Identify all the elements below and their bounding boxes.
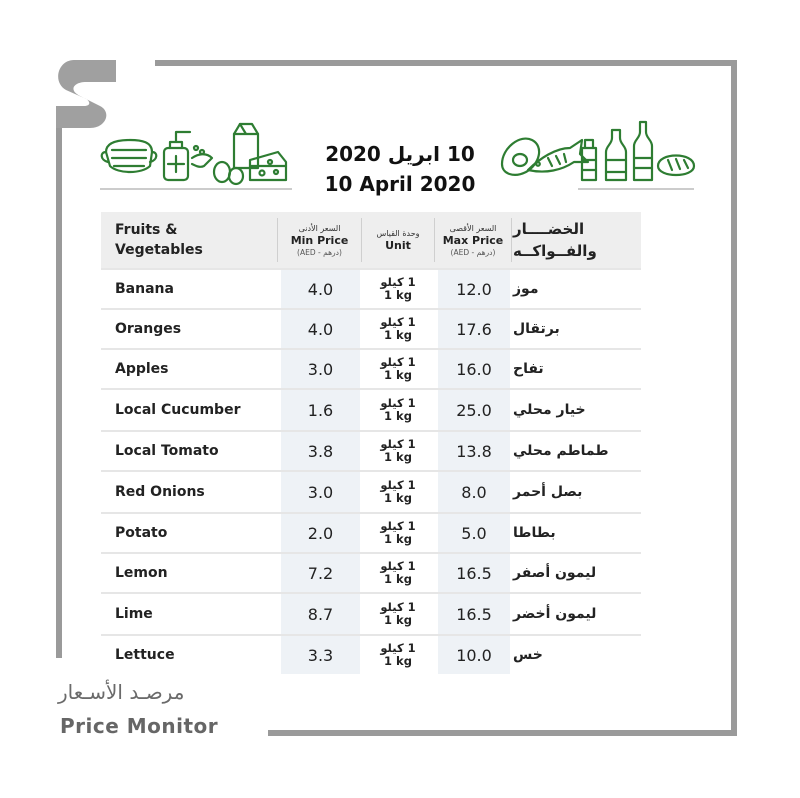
row-unit xyxy=(363,270,433,308)
row-unit xyxy=(363,636,433,674)
row-unit-en: 1 kg xyxy=(384,450,412,464)
row-unit-ar: 1 كيلو xyxy=(380,559,416,573)
header-min-price xyxy=(279,212,360,268)
row-unit-ar: 1 كيلو xyxy=(380,600,416,614)
row-unit-ar: 1 كيلو xyxy=(380,315,416,329)
row-name-en: Lettuce xyxy=(115,647,175,663)
row-unit-ar: 1 كيلو xyxy=(380,396,416,410)
header-name-ar-line1: الخضــــار xyxy=(513,220,585,238)
row-unit-ar: 1 كيلو xyxy=(380,275,416,289)
row-unit-en: 1 kg xyxy=(384,368,412,382)
row-name-ar: تفاح xyxy=(513,361,544,377)
row-name-en: Apples xyxy=(115,361,169,377)
row-min-price: 2.0 xyxy=(279,514,360,552)
header-max-price xyxy=(436,212,510,268)
header-min-unit: (درهم - AED) xyxy=(297,247,342,257)
row-name-ar: برتقال xyxy=(513,321,560,337)
header-max-unit: (درهم - AED) xyxy=(450,247,496,257)
row-name-ar: خيار محلي xyxy=(513,402,586,418)
row-min-price: 1.6 xyxy=(279,390,360,430)
row-min-price: 7.2 xyxy=(279,554,360,592)
row-name-ar: بصل أحمر xyxy=(513,484,583,500)
row-name-en: Oranges xyxy=(115,321,182,337)
header-unit-en: Unit xyxy=(385,238,411,252)
table-header xyxy=(101,212,641,268)
row-unit-en: 1 kg xyxy=(384,532,412,546)
row-max-price: 17.6 xyxy=(436,310,510,348)
table-row xyxy=(101,592,641,634)
date-english: 10 April 2020 xyxy=(324,172,476,196)
row-min-price: 8.7 xyxy=(279,594,360,634)
row-unit-en: 1 kg xyxy=(384,491,412,505)
header-min-ar: السعر الأدنى xyxy=(298,223,341,233)
row-unit-en: 1 kg xyxy=(384,328,412,342)
row-name-ar: خس xyxy=(513,647,543,663)
frame-bottom-line xyxy=(268,730,737,736)
header-name-en: Fruits & Vegetables xyxy=(115,222,203,258)
row-unit xyxy=(363,554,433,592)
row-max-price: 16.5 xyxy=(436,554,510,592)
header-name-ar xyxy=(513,212,641,268)
row-min-price: 3.8 xyxy=(279,432,360,470)
header-name-ar-line2: والفــواكــه xyxy=(513,242,597,260)
row-unit-ar: 1 كيلو xyxy=(380,478,416,492)
header-unit xyxy=(363,212,433,268)
row-max-price: 16.5 xyxy=(436,594,510,634)
row-name-ar: بطاطا xyxy=(513,525,556,541)
table-row xyxy=(101,552,641,592)
header-max-ar: السعر الأقصى xyxy=(449,223,497,233)
row-max-price: 12.0 xyxy=(436,270,510,308)
header-max-en: Max Price xyxy=(442,233,504,247)
row-unit-en: 1 kg xyxy=(384,572,412,586)
row-name-en: Banana xyxy=(115,281,174,297)
row-unit xyxy=(363,472,433,512)
header-unit-ar: وحدة القياس xyxy=(376,228,420,238)
table-row xyxy=(101,388,641,430)
row-min-price: 4.0 xyxy=(279,270,360,308)
date-arabic: 10 ابريل 2020 xyxy=(325,142,475,166)
brand-name-english: Price Monitor xyxy=(60,714,219,738)
row-min-price: 4.0 xyxy=(279,310,360,348)
row-unit xyxy=(363,350,433,388)
table-row xyxy=(101,470,641,512)
header-min-en: Min Price xyxy=(290,233,349,247)
row-unit-ar: 1 كيلو xyxy=(380,355,416,369)
row-unit-en: 1 kg xyxy=(384,654,412,668)
row-min-price: 3.0 xyxy=(279,472,360,512)
row-unit xyxy=(363,594,433,634)
frame-top-line xyxy=(155,60,737,66)
price-table xyxy=(101,212,641,674)
row-name-en: Local Cucumber xyxy=(115,402,241,418)
row-max-price: 8.0 xyxy=(436,472,510,512)
row-name-ar: ليمون أصفر xyxy=(513,565,597,581)
row-unit xyxy=(363,514,433,552)
table-row xyxy=(101,430,641,470)
row-name-ar: ليمون أخضر xyxy=(513,606,597,622)
row-name-en: Local Tomato xyxy=(115,443,219,459)
row-name-ar: موز xyxy=(513,281,539,297)
row-name-en: Lime xyxy=(115,606,153,622)
row-max-price: 5.0 xyxy=(436,514,510,552)
row-unit xyxy=(363,432,433,470)
row-unit xyxy=(363,390,433,430)
row-unit-en: 1 kg xyxy=(384,409,412,423)
row-min-price: 3.0 xyxy=(279,350,360,388)
row-unit-en: 1 kg xyxy=(384,613,412,627)
table-row xyxy=(101,634,641,674)
row-max-price: 16.0 xyxy=(436,350,510,388)
row-name-en: Potato xyxy=(115,525,168,541)
table-row xyxy=(101,348,641,388)
row-name-en: Red Onions xyxy=(115,484,205,500)
row-max-price: 13.8 xyxy=(436,432,510,470)
table-row xyxy=(101,512,641,552)
row-unit-ar: 1 كيلو xyxy=(380,641,416,655)
row-name-en: Lemon xyxy=(115,565,168,581)
row-unit-en: 1 kg xyxy=(384,288,412,302)
table-row xyxy=(101,268,641,308)
row-min-price: 3.3 xyxy=(279,636,360,674)
frame-left-line xyxy=(56,128,62,658)
table-row xyxy=(101,308,641,348)
brand-name-arabic: مرصـد الأسـعار xyxy=(58,680,185,704)
row-unit-ar: 1 كيلو xyxy=(380,437,416,451)
row-name-ar: طماطم محلي xyxy=(513,443,609,459)
row-unit xyxy=(363,310,433,348)
row-unit-ar: 1 كيلو xyxy=(380,519,416,533)
row-max-price: 10.0 xyxy=(436,636,510,674)
row-max-price: 25.0 xyxy=(436,390,510,430)
